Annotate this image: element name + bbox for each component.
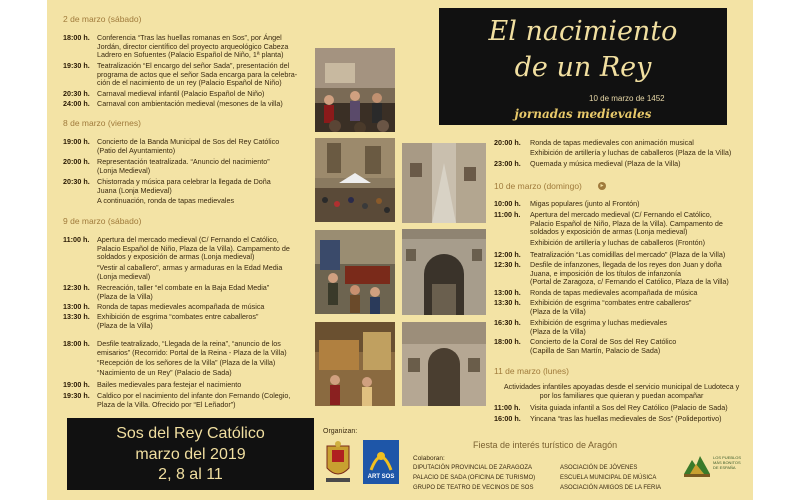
event-text: (Lonja Medieval): [97, 165, 151, 175]
title-date: 10 de marzo de 1452: [589, 94, 665, 103]
art-sos-logo: [363, 440, 399, 484]
pueblos-bonitos-logo: [682, 452, 712, 478]
event-time: 19:30 h.: [63, 391, 90, 400]
event-text: A continuación, ronda de tapas medievales: [97, 196, 235, 205]
art-sos-text: ART SOS: [367, 474, 395, 480]
photo-stone-street: [402, 143, 486, 223]
event-text: Conferencia “Tras las huellas romanas en Sos”, por Ángel: [97, 33, 282, 42]
location-date-panel: [67, 418, 314, 490]
event-text: Concierto de la Coral de Sos del Rey Católico: [530, 337, 677, 346]
fiesta-label: Fiesta de interés turístico de Aragón: [473, 440, 618, 450]
photo-conference: [315, 48, 395, 132]
event-text: Teatralización “El encargo del señor Sada”, presentación del: [97, 61, 290, 70]
town-name: Sos del Rey Católico: [116, 425, 265, 442]
event-time: 12:30 h.: [63, 283, 90, 292]
event-text: Palacio Español de Niño, Plaza de la Villa). Campamento de: [97, 243, 290, 253]
event-time: 18:00 h.: [494, 337, 521, 346]
event-text: Exhibición de artillería y luchas de caballeros (Plaza de la Villa): [530, 148, 732, 157]
event-time: 23:00 h.: [494, 159, 521, 168]
event-time: 13:00 h.: [494, 288, 521, 297]
event-text: Actividades infantiles apoyadas desde el servicio municipal de Ludoteca y: [503, 382, 740, 391]
event-text: “Nacimiento de un Rey” (Palacio de Sada): [97, 368, 232, 377]
event-time: 16:30 h.: [494, 318, 521, 327]
event-text: Ronda de tapas medievales acompañada de música: [97, 302, 265, 311]
event-time: 20:30 h.: [63, 177, 90, 186]
collaborator: PALACIO DE SADA (OFICINA DE TURISMO): [413, 475, 536, 481]
photo-market: [315, 230, 395, 314]
event-text: (Capilla de San Martín, Palacio de Sada): [530, 345, 661, 355]
photo-plaza: [315, 138, 395, 222]
event-time: 13:30 h.: [494, 298, 521, 307]
event-text: Desfile de infanzones, llegada de los reyes don Juan y doña: [530, 260, 722, 269]
event-text: Desfile teatralizado, “Llegada de la reina”, “anuncio de los: [97, 339, 281, 348]
event-text: Migas populares (junto al Frontón): [530, 199, 640, 208]
collaborator: ASOCIACIÓN AMIGOS DE LA FERIA: [560, 485, 662, 491]
event-time: 19:00 h.: [63, 137, 90, 146]
collaborator: ASOCIACIÓN DE JÓVENES: [560, 465, 638, 471]
event-time: 24:00 h.: [63, 99, 90, 108]
photo-arch: [402, 229, 486, 315]
event-text: Exhibición de esgrima “combates entre caballeros”: [97, 312, 259, 321]
event-text: Plaza de la Villa. Ofrecido por “El Leñador”): [97, 399, 236, 409]
coat-of-arms-logo: [323, 440, 353, 484]
event-text: (Plaza de la Villa): [97, 291, 153, 301]
event-text: Apertura del mercado medieval (C/ Fernando el Católico,: [97, 235, 279, 244]
title-panel: [439, 8, 727, 125]
day-heading: 2 de marzo (sábado): [63, 14, 142, 24]
event-time: 13:00 h.: [63, 302, 90, 311]
collaborator: DIPUTACIÓN PROVINCIAL DE ZARAGOZA: [413, 465, 533, 471]
event-text: Juana (Lonja Medieval): [97, 185, 172, 195]
title-line-2: de un Rey: [514, 52, 652, 83]
day-heading: 8 de marzo (viernes): [63, 118, 141, 128]
event-text: (Plaza de la Villa): [530, 306, 586, 316]
event-text: (Patio del Ayuntamiento): [97, 145, 176, 155]
event-text: Exhibición de esgrima y luchas medievales: [530, 318, 668, 327]
event-text: programa de actos que el señor Sada encarga para la celebra-: [97, 69, 298, 79]
event-time: 11:00 h.: [63, 235, 90, 244]
jornadas-subtitle: jornadas medievales: [514, 107, 652, 121]
event-text: Caldico por el nacimiento del infante don Fernando (Colegio,: [97, 391, 291, 400]
event-text: Representación teatralizada. “Anuncio del nacimiento”: [97, 157, 270, 166]
title-line-1: El nacimiento: [488, 16, 678, 47]
arrow-icon: ▸: [598, 182, 606, 190]
event-text: Visita guiada infantil a Sos del Rey Católico (Palacio de Sada): [530, 403, 728, 412]
pueblos-bonitos-text: LOS PUEBLOS MÁS BONITOS DE ESPAÑA: [713, 455, 742, 470]
event-text: Carnaval medieval infantil (Palacio Español de Niño): [97, 89, 265, 98]
collaborator: GRUPO DE TEATRO DE VECINOS DE SOS: [413, 485, 534, 491]
event-text: (Plaza de la Villa): [97, 320, 153, 330]
event-month: marzo del 2019: [135, 446, 246, 463]
event-text: Quemada y música medieval (Plaza de la Villa): [530, 159, 681, 168]
event-days: 2, 8 al 11: [158, 466, 223, 483]
event-text: Jordán, director científico del proyecto arqueológico Cabeza: [97, 41, 289, 51]
event-text: Palacio Español de Niño, Plaza de la Villa). Campamento de: [530, 218, 723, 228]
event-text: Bailes medievales para festejar el nacimiento: [97, 380, 242, 389]
event-text: (Lonja medieval): [97, 271, 151, 281]
event-text: Recreación, taller “el combate en la Baja Edad Media”: [97, 283, 270, 292]
event-time: 13:30 h.: [63, 312, 90, 321]
event-text: Concierto de la Banda Municipal de Sos del Rey Católico: [97, 137, 280, 146]
event-text: “Recepción de los señores de la Villa” (Plaza de la Villa): [97, 358, 276, 367]
event-text: (Plaza de la Villa): [530, 326, 586, 336]
day-heading: 10 de marzo (domingo): [494, 181, 582, 191]
collaborator: ESCUELA MUNICIPAL DE MÚSICA: [560, 475, 657, 481]
event-time: 18:00 h.: [63, 339, 90, 348]
photo-procession: [315, 322, 395, 406]
event-text: Exhibición de artillería y luchas de caballeros (Frontón): [530, 238, 705, 247]
event-time: 10:00 h.: [494, 199, 521, 208]
event-time: 12:30 h.: [494, 260, 521, 269]
photo-doorway: [402, 322, 486, 406]
event-text: Ronda de tapas medievales con animación musical: [530, 138, 694, 147]
event-text: Carnaval con ambientación medieval (mesones de la villa): [97, 99, 283, 108]
event-text: Apertura del mercado medieval (C/ Fernando el Católico,: [530, 210, 712, 219]
event-text: Ronda de tapas medievales acompañada de música: [530, 288, 698, 297]
event-text: por los familiares que quieran y puedan acompañar: [539, 391, 704, 400]
organizers-label: Organizan:: [323, 428, 358, 435]
day-heading: 9 de marzo (sábado): [63, 216, 142, 226]
event-text: soldados y exposición de armas (Lonja medieval): [97, 252, 255, 261]
event-time: 20:30 h.: [63, 89, 90, 98]
event-text: emisarios” (Recorrido: Portal de la Reina - Plaza de la Villa): [97, 347, 287, 357]
event-text: (Portal de Zaragoza, c/ Fernando el Católico, Plaza de la Villa): [530, 277, 729, 286]
event-time: 18:00 h.: [63, 33, 90, 42]
event-text: ción de el nacimiento de un rey (Palacio Español de Niño): [97, 78, 282, 87]
event-time: 11:00 h.: [494, 403, 521, 412]
festival-poster: [47, 0, 753, 500]
event-time: 12:00 h.: [494, 250, 521, 259]
event-text: “Vestir al caballero”, armas y armaduras en la Edad Media: [97, 263, 283, 272]
event-time: 19:00 h.: [63, 380, 90, 389]
day-heading: 11 de marzo (lunes): [494, 366, 569, 376]
event-text: Ladrero en Sofuentes (Palacio Español de Niño, 1ª planta): [97, 50, 284, 59]
event-text: Exhibición de esgrima “combates entre caballeros”: [530, 298, 692, 307]
event-time: 20:00 h.: [63, 157, 90, 166]
event-text: Yincana “tras las huellas medievales de Sos” (Polideportivo): [530, 414, 722, 423]
event-time: 20:00 h.: [494, 138, 521, 147]
event-text: Chistorrada y música para celebrar la llegada de Doña: [97, 177, 271, 186]
event-text: soldados y exposición de armas (Lonja medieval): [530, 227, 688, 236]
event-text: Juana, e imposición de los títulos de infanzonía: [530, 268, 682, 278]
event-time: 19:30 h.: [63, 61, 90, 70]
event-text: Teatralización “Las comidillas del mercado” (Plaza de la Villa): [530, 250, 726, 259]
event-time: 11:00 h.: [494, 210, 521, 219]
event-time: 16:00 h.: [494, 414, 521, 423]
collaborators-label: Colaboran:: [413, 455, 445, 462]
